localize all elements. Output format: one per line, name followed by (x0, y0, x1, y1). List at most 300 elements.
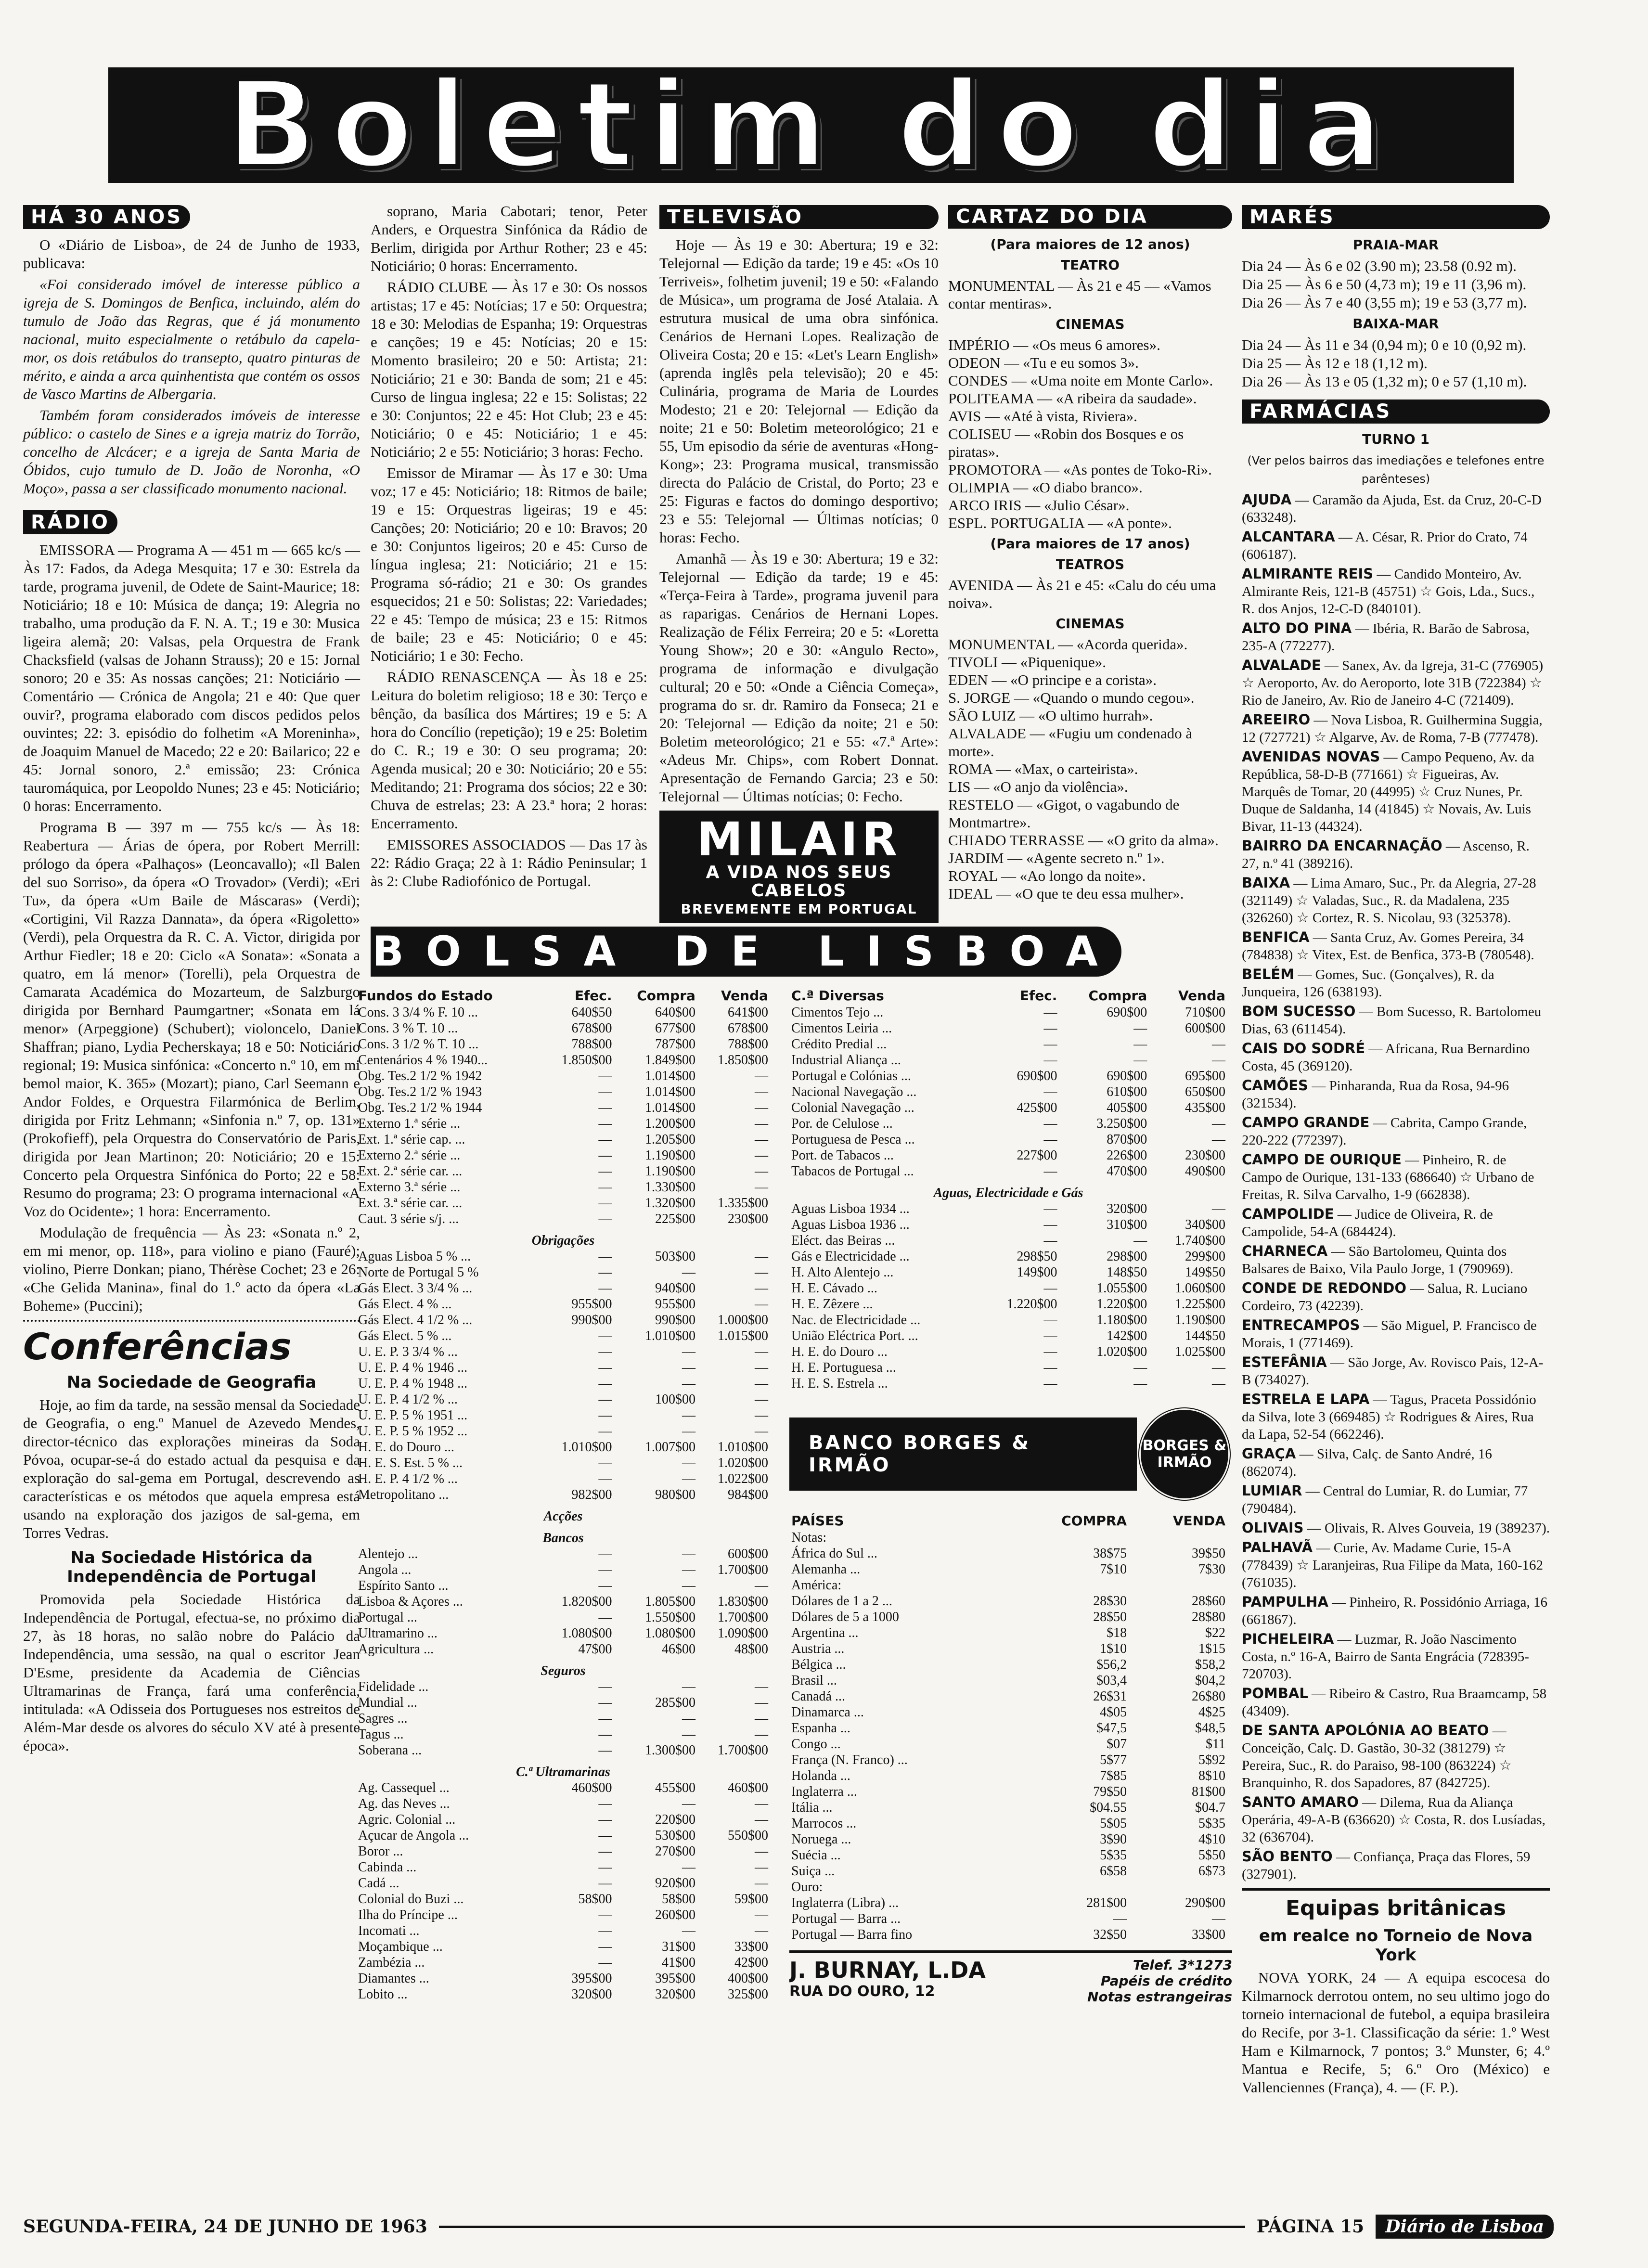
cartaz-teatros: TEATROS (1056, 556, 1125, 572)
table-row (356, 1859, 770, 1875)
table-header-row (789, 987, 1227, 1005)
table-cell: 46$00 (661, 1642, 695, 1657)
table-cell: — (598, 1695, 612, 1710)
table-row (789, 1249, 1227, 1264)
radio-p2: Programa B — 397 m — 755 kc/s — Às 18: Reabertura — Árias de ópera, por Robert Merrill: prólogo da ópera «Palhaços» (Leoncavallo); «Il Balen del suo Sorriso», da ópera «O Trovador» (Verdi); «Eri Tu», da ópera «Um Baile de Máscaras» (Verdi); «Cortigini, Vil Razza Dannata», da ópera «Rigoletto» (Verdi), pela Orquestra da R. C. A. Victor, dirigida por Arthur Fiedler; 18 e 20: Ciclo «A Sonata»: «Sonata a quatro, em lá menor» (Torelli), pela Orquestra de Camarata Académica do Mozarteum, de Salzburgo dirigida por Bernhard Paumgartner; «Sonata em lá menor» (Arpeggione) (Schubert); violoncelo, Daniel Shaffran; piano, Lydia Pecherskaya; 18 e 50: Noticiário regional; 19: Musica sinfónica: «Concerto n.º 10, em mi bemol maior, K. 365» (Mozart); piano, Carl Seemann e Andor Foldes, e Orquestra Filarmónica de Berlim, dirigida por Fritz Lehmann; «Sinfonia n.º 7, op. 131» (Prokofieff), pela Orquestra do Conservatório de Paris, dirigida por Jean Martinon; 20: Noticiário; 20 e 15: Concerto pela Orquestra Sinfónica do Porto; 22 e 58: Resumo do programa; 23: O programa internacional «A Voz do Ocidente»; 1 hora: Encerramento. (23, 819, 360, 1220)
table-cell: — (755, 1876, 768, 1891)
table-cell: — (598, 1164, 612, 1179)
table-row (356, 1471, 770, 1487)
table-cell: Metropolitano ... (358, 1487, 449, 1502)
table-cell: U. E. P. 4 % 1948 ... (358, 1376, 468, 1391)
table-cell: 1.060$00 (1175, 1281, 1225, 1296)
table-cell: $18 (1107, 1625, 1127, 1640)
table-cell (1129, 1577, 1227, 1593)
table-header-row (356, 987, 770, 1005)
bolsa-left (356, 987, 780, 2204)
mares-pm: PRAIA-MAR (1352, 237, 1439, 253)
farmacia-bairro: ESTEFÂNIA (1242, 1354, 1327, 1370)
table-cell: — (598, 1610, 612, 1625)
table-cell: 980$00 (655, 1487, 695, 1502)
table-row (356, 1875, 770, 1891)
table-cell: Industrial Aliança ... (791, 1053, 901, 1068)
table-cell: H. E. Portuguesa ... (791, 1360, 896, 1375)
table-cell: Alemanha ... (791, 1562, 861, 1577)
farmacia-detail: — Africana, Rua Bernardino Costa, 45 (369120). (1242, 1041, 1530, 1074)
table-cell: Portugal ... (358, 1610, 417, 1625)
table-cell: 1.335$00 (718, 1196, 768, 1211)
table-cell: — (1043, 1021, 1057, 1036)
bolsa-right (789, 987, 1232, 2204)
table-cell: — (1212, 1053, 1225, 1068)
farmacia-detail: — Olivais, R. Alves Gouveia, 19 (389237). (1303, 1521, 1550, 1536)
table-cell: Externo 3.ª série ... (358, 1180, 461, 1195)
table-cell: — (755, 1148, 768, 1163)
table-cell: — (755, 1796, 768, 1811)
table-cell: 1.080$00 (561, 1626, 612, 1641)
table-row (356, 1939, 770, 1955)
table-cell: 990$00 (655, 1313, 695, 1327)
table-cell: — (1043, 1005, 1057, 1020)
table-cell: — (682, 1456, 695, 1470)
table-cell: 1.225$00 (1175, 1297, 1225, 1312)
burnay-l1: Papéis de crédito (1100, 1973, 1232, 1989)
table-cell: 230$00 (1185, 1148, 1225, 1163)
radio-p3: Modulação de frequência — Às 23: «Sonata n.º 2, em mi menor, op. 118», para violino e piano (Fauré); violino, Pierre Donkan; piano, Thérèse Cochet; 23 e 26: «Che Gelida Manina», final do 1.º acto da ópera «La Boheme» (Puccini); (23, 1224, 360, 1314)
table-row (356, 1407, 770, 1423)
table-cell: Incomati ... (358, 1923, 420, 1938)
table-cell: — (598, 1328, 612, 1343)
table-cell: 530$00 (655, 1828, 695, 1843)
section-row (789, 1179, 1227, 1201)
masthead-title: Boletim do dia (225, 55, 1397, 195)
table-cell: 677$00 (655, 1021, 695, 1036)
table-row (789, 1036, 1227, 1052)
table-cell: 5$05 (1100, 1816, 1127, 1831)
footer-date: SEGUNDA-FEIRA, 24 DE JUNHO DE 1963 (23, 2216, 427, 2237)
column-header: C.ª Diversas (791, 988, 884, 1004)
table-cell: Notas: (791, 1530, 827, 1545)
table-cell: — (598, 1100, 612, 1115)
table-row (356, 1455, 770, 1471)
table-cell: América: (791, 1578, 842, 1593)
table-row (356, 1116, 770, 1132)
mares-pm-2: Dia 26 — Às 7 e 40 (3,55 m); 19 e 53 (3,77 m). (1242, 294, 1527, 311)
farmacia-bairro: PALHAVÃ (1242, 1539, 1313, 1556)
table-cell: 1.220$00 (1096, 1297, 1147, 1312)
table-cell: H. E. do Douro ... (791, 1344, 888, 1359)
table-cell: H. E. Cávado ... (791, 1281, 877, 1296)
table-cell: Eléct. das Beiras ... (791, 1233, 895, 1248)
table-cell: 26$80 (1192, 1689, 1225, 1704)
table-row (789, 1847, 1227, 1863)
table-cell: 1.090$00 (718, 1626, 768, 1641)
table-cell: 640$00 (655, 1005, 695, 1020)
table-cell: 710$00 (1185, 1005, 1225, 1020)
table-cell: Crédito Predial ... (791, 1037, 887, 1052)
table-cell: — (598, 1812, 612, 1827)
farmacia-detail: — Cabrita, Campo Grande, 220-222 (772397). (1242, 1115, 1527, 1148)
table-cell: 149$50 (1185, 1265, 1225, 1280)
table-row (356, 1312, 770, 1328)
table-cell: — (755, 1164, 768, 1179)
table-cell: — (598, 1069, 612, 1083)
farmacia-bairro: SÃO BENTO (1242, 1848, 1333, 1865)
table-cell: — (682, 1546, 695, 1561)
table-cell: Tabacos de Portugal ... (791, 1164, 914, 1179)
cartaz-c2-0: MONUMENTAL — «Acorda querida». (948, 636, 1188, 653)
farmacia-detail: — Dilema, Rua da Aliança Operária, 49-A-B (636620) ☆ Costa, R. dos Lusíadas, 32 (636704). (1242, 1795, 1545, 1845)
table-row (789, 1927, 1227, 1943)
table-cell: Centenários 4 % 1940... (358, 1053, 488, 1068)
table-cell: Port. de Tabacos ... (791, 1148, 894, 1163)
table-cell: 1.330$00 (644, 1180, 695, 1195)
table-cell: Gás e Electricidade ... (791, 1249, 910, 1264)
table-cell: 8$10 (1198, 1768, 1225, 1783)
column-header: Efec. (1019, 988, 1057, 1004)
farmacia-bairro: ALCANTARA (1242, 528, 1335, 545)
farmacia-bairro: AVENIDAS NOVAS (1242, 748, 1380, 765)
table-cell: Norte de Portugal 5 % (358, 1265, 479, 1280)
table-cell: 5$50 (1198, 1848, 1225, 1863)
table-cell: 325$00 (728, 1987, 768, 2002)
table-cell: U. E. P. 4 1/2 % ... (358, 1392, 458, 1407)
table-cell: — (598, 1180, 612, 1195)
farmacia-bairro: PAMPULHA (1242, 1594, 1328, 1610)
table-cell: 955$00 (571, 1297, 612, 1312)
table-cell: — (755, 1408, 768, 1423)
table-row (789, 1163, 1227, 1179)
table-cell: 5$35 (1100, 1848, 1127, 1863)
table-cell: — (598, 1148, 612, 1163)
table-cell: 982$00 (571, 1487, 612, 1502)
burnay-left (789, 1957, 986, 2005)
table-cell: — (682, 1923, 695, 1938)
list-item (1242, 1445, 1550, 1480)
cartaz-c2-9: CHIADO TERRASSE — «O grito da alma». (948, 832, 1219, 849)
table-cell: 4$05 (1100, 1705, 1127, 1720)
table-row (789, 1895, 1227, 1911)
table-cell: — (1043, 1233, 1057, 1248)
table-row (789, 1831, 1227, 1847)
table-cell: — (755, 1069, 768, 1083)
farmacia-bairro: CAIS DO SODRÉ (1242, 1040, 1365, 1057)
table-cell: 1.055$00 (1096, 1281, 1147, 1296)
table-cell: 490$00 (1185, 1164, 1225, 1179)
cartaz-c1-8: ARCO IRIS — «Julio César». (948, 497, 1130, 514)
table-cell: — (1043, 1037, 1057, 1052)
table-cell: 39$50 (1192, 1546, 1225, 1561)
cambios-table (789, 1512, 1227, 1943)
table-cell: 1.020$00 (1096, 1344, 1147, 1359)
table-row (356, 1005, 770, 1020)
table-cell: 600$00 (1185, 1021, 1225, 1036)
table-cell: Lisboa & Açores ... (358, 1594, 463, 1609)
table-row (356, 1360, 770, 1376)
table-cell: — (598, 1844, 612, 1859)
farmacia-bairro: AREEIRO (1242, 711, 1311, 728)
table-cell: Portugal — Barra fino (791, 1927, 913, 1942)
table-cell: Diamantes ... (358, 1971, 429, 1986)
table-row (356, 1163, 770, 1179)
table-cell: 1.850$00 (561, 1053, 612, 1068)
table-row (789, 1704, 1227, 1720)
table-cell: 870$00 (1107, 1132, 1147, 1147)
mares-header: MARÉS (1242, 205, 1550, 229)
banco-ad (789, 1406, 1232, 1502)
farmacia-detail: — Nova Lisboa, R. Guilhermina Suggia, 12 (727721) ☆ Algarve, Av. de Roma, 7-B (777478). (1242, 712, 1543, 745)
table-row (356, 1986, 770, 2002)
table-row (356, 1742, 770, 1758)
table-cell: — (682, 1796, 695, 1811)
table-cell: 1.007$00 (644, 1440, 695, 1455)
table-row (789, 1084, 1227, 1100)
table-cell: 690$00 (1107, 1005, 1147, 1020)
list-item (1242, 1630, 1550, 1683)
list-item (1242, 1077, 1550, 1112)
table-cell: Inglaterra ... (791, 1784, 857, 1799)
table-cell: África do Sul ... (791, 1546, 877, 1561)
table-row (356, 1546, 770, 1562)
list-item (1242, 1114, 1550, 1149)
table-cell: — (1212, 1037, 1225, 1052)
cartaz-c2-3: S. JORGE — «Quando o mundo cegou». (948, 689, 1195, 706)
table-cell: — (682, 1265, 695, 1280)
table-cell: $04.7 (1195, 1800, 1225, 1815)
table-cell: 1.190$00 (644, 1164, 695, 1179)
section-title: C.ª Ultramarinas (516, 1765, 610, 1779)
table-row (356, 1711, 770, 1727)
table-cell: 4$10 (1198, 1832, 1225, 1847)
table-cell: — (682, 1376, 695, 1391)
masthead (108, 55, 1514, 195)
farmacia-detail: — Ribeiro & Castro, Rua Braamcamp, 58 (43409). (1242, 1686, 1547, 1719)
farmacia-detail: — Sanex, Av. da Igreja, 31-C (776905) ☆ Aeroporto, Av. do Aeroporto, lote 31B (722384) ☆ Rio de Janeiro, Av. Rio de Janeiro 4-C (721409). (1242, 658, 1544, 708)
table-cell: 690$00 (1107, 1069, 1147, 1083)
table-cell: — (1043, 1053, 1057, 1068)
farmacia-detail: — São Miguel, P. Francisco de Morais, 1 (771469). (1242, 1318, 1537, 1351)
table-cell: Aguas Lisboa 1934 ... (791, 1201, 910, 1216)
table-cell: — (1212, 1360, 1225, 1375)
table-cell: Ag. das Neves ... (358, 1796, 450, 1811)
table-cell: Aguas Lisboa 5 % ... (358, 1249, 471, 1264)
farmacia-bairro: PICHELEIRA (1242, 1631, 1334, 1647)
table-cell: Ag. Cassequel ... (358, 1780, 450, 1795)
table-cell: Gás Elect. 4 1/2 % ... (358, 1313, 473, 1327)
table-cell: 788$00 (571, 1037, 612, 1052)
table-cell: Agricultura ... (358, 1642, 434, 1657)
footer-rule (439, 2226, 1245, 2228)
table-row (356, 1084, 770, 1100)
equipas-title: Equipas britânicas (1285, 1896, 1506, 1920)
table-cell: — (755, 1578, 768, 1593)
table-cell: 405$00 (1107, 1100, 1147, 1115)
table-cell: 270$00 (655, 1844, 695, 1859)
table-cell: — (598, 1424, 612, 1439)
table-cell: 550$00 (728, 1828, 768, 1843)
table-cell: $11 (1206, 1737, 1225, 1752)
section-title: Obrigações (531, 1233, 595, 1248)
table-cell: — (1043, 1360, 1057, 1375)
table-cell: — (755, 1180, 768, 1195)
table-cell: U. E. P. 3 3/4 % ... (358, 1344, 458, 1359)
table-row (356, 1578, 770, 1594)
table-cell: Cons. 3 1/2 % T. 10 ... (358, 1037, 479, 1052)
table-cell: — (598, 1796, 612, 1811)
table-cell: 28$50 (1093, 1610, 1127, 1624)
table-cell: 225$00 (655, 1211, 695, 1226)
table-cell: 1.190$00 (644, 1148, 695, 1163)
table-row (789, 1264, 1227, 1280)
table-cell: H. E. S. Estrela ... (791, 1376, 888, 1391)
table-cell: — (682, 1471, 695, 1486)
farmacia-detail: — A. César, R. Prior do Crato, 74 (606187). (1242, 529, 1528, 562)
table-cell: 33$00 (1192, 1927, 1225, 1942)
equipas-text: NOVA YORK, 24 — A equipa escocesa do Kilmarnock derrotou ontem, no seu ultimo jogo do torneio internacional de futebol, a equipa brasileira do Recife, por 3-1. Classificação da série: 1.º West Ham e Kilmarnock, 7 pontos; 3.º Munster, 6; 4.º Mantua e Recife, 5; 6.º Oro (México) e Vallenciennes (França), 4. — (F. P.). (1242, 1969, 1550, 2096)
table-cell: — (682, 1344, 695, 1359)
table-cell: Congo ... (791, 1737, 841, 1752)
table-cell: U. E. P. 5 % 1952 ... (358, 1424, 468, 1439)
table-row (789, 1911, 1227, 1927)
table-cell: Espanha ... (791, 1721, 850, 1736)
table-cell: — (598, 1679, 612, 1694)
table-row (789, 1280, 1227, 1296)
table-cell: — (755, 1249, 768, 1264)
cartaz-t2: AVENIDA — Às 21 e 45: «Calu do céu uma noiva». (948, 577, 1216, 611)
footer (23, 2213, 1554, 2240)
table-cell: Brasil ... (791, 1673, 837, 1688)
column-header: PAÍSES (791, 1513, 844, 1529)
table-cell: — (755, 1923, 768, 1938)
table-cell: — (598, 1265, 612, 1280)
farmacia-bairro: CAMPOLIDE (1242, 1206, 1334, 1222)
table-row (356, 1891, 770, 1907)
cartaz-header: CARTAZ DO DIA (948, 205, 1232, 229)
list-item (1242, 1793, 1550, 1846)
table-cell: — (682, 1711, 695, 1726)
table-cell: 650$00 (1185, 1084, 1225, 1099)
table-cell: Lobito ... (358, 1987, 408, 2002)
table-cell: Portugal — Barra ... (791, 1911, 901, 1926)
table-cell: — (598, 1876, 612, 1891)
table-cell: 1.220$00 (1006, 1297, 1057, 1312)
table-row (356, 1971, 770, 1986)
column-header: Efec. (575, 988, 612, 1004)
table-cell: 1.320$00 (644, 1196, 695, 1211)
table-row (789, 1752, 1227, 1768)
table-cell: — (1043, 1116, 1057, 1131)
table-row (356, 1195, 770, 1211)
table-cell: 1.080$00 (644, 1626, 695, 1641)
table-cell: Ext. 3.ª série car. ... (358, 1196, 463, 1211)
table-cell: 3$90 (1100, 1832, 1127, 1847)
table-cell: Obg. Tes.2 1/2 % 1944 (358, 1100, 482, 1115)
table-cell: 1.014$00 (644, 1100, 695, 1115)
table-cell: — (755, 1265, 768, 1280)
table-cell: 260$00 (655, 1907, 695, 1922)
cartaz-cinemas: CINEMAS (1056, 316, 1125, 332)
conferencias-title: Conferências (23, 1325, 292, 1368)
table-row (356, 1625, 770, 1641)
table-row (356, 1211, 770, 1227)
table-cell: H. E. Zêzere ... (791, 1297, 873, 1312)
table-cell: Nac. de Electricidade ... (791, 1313, 921, 1327)
table-cell: H. E. do Douro ... (358, 1440, 454, 1455)
table-cell: — (1212, 1376, 1225, 1391)
table-row (356, 1812, 770, 1828)
table-cell: Gás Elect. 4 % ... (358, 1297, 452, 1312)
table-row (356, 1020, 770, 1036)
table-cell: Sagres ... (358, 1711, 408, 1726)
table-cell: Boror ... (358, 1844, 403, 1859)
table-row (789, 1328, 1227, 1344)
table-cell: 678$00 (571, 1021, 612, 1036)
farmacia-bairro: ALMIRANTE REIS (1242, 566, 1374, 582)
table-cell: Gás Elect. 3 3/4 % ... (358, 1281, 473, 1296)
table-cell: 285$00 (655, 1695, 695, 1710)
table-cell: Noruega ... (791, 1832, 851, 1847)
table-cell: 1$10 (1100, 1641, 1127, 1656)
list-item (1242, 1391, 1550, 1443)
table-cell: 984$00 (728, 1487, 768, 1502)
table-cell: 320$00 (571, 1987, 612, 2002)
list-item (1242, 748, 1550, 835)
cartaz-c1-3: POLITEAMA — «A ribeira da saudade». (948, 390, 1197, 407)
farmacia-detail: — Pinharanda, Rua da Rosa, 94-96 (321534). (1242, 1078, 1509, 1111)
cartaz-cinemas-2: CINEMAS (1056, 616, 1125, 631)
farmacia-bairro: CAMÕES (1242, 1077, 1308, 1094)
table-cell: — (1133, 1053, 1147, 1068)
table-cell: 678$00 (728, 1021, 768, 1036)
table-cell: — (682, 1424, 695, 1439)
table-cell: — (755, 1132, 768, 1147)
farmacia-detail: — Central do Lumiar, R. do Lumiar, 77 (790484). (1242, 1483, 1528, 1516)
table-cell: $56,2 (1096, 1657, 1127, 1672)
conf-s1-title: Na Sociedade de Geografia (66, 1373, 317, 1392)
list-item (1242, 1316, 1550, 1352)
table-row (356, 1439, 770, 1455)
farmacia-bairro: DE SANTA APOLÓNIA AO BEATO (1242, 1722, 1489, 1739)
table-cell: 955$00 (655, 1297, 695, 1312)
table-cell: — (1133, 1233, 1147, 1248)
table-row (789, 1768, 1227, 1784)
table-cell: 26$31 (1093, 1689, 1127, 1704)
table-cell: — (598, 1116, 612, 1131)
table-cell: 42$00 (734, 1955, 768, 1970)
table-row (789, 1201, 1227, 1217)
table-cell: Austria ... (791, 1641, 845, 1656)
cartaz-teatro: TEATRO (1060, 257, 1120, 273)
table-cell: — (598, 1392, 612, 1407)
table-row (356, 1280, 770, 1296)
cartaz-c2-2: EDEN — «O principe e a corista». (948, 671, 1157, 688)
section-title: Aguas, Electricidade e Gás (933, 1186, 1083, 1200)
column-header: Compra (637, 988, 695, 1004)
table-cell: 48$00 (734, 1642, 768, 1657)
ha30-p2: Também foram considerados imóveis de interesse público: o castelo de Sines e a igreja matriz do Torrão, concelho de Alcácer; e a igreja de Santa Maria de Óbidos, cujo tumulo de D. João de Noronha, «O Moço», passa a ser classificado monumento nacional. (23, 407, 360, 497)
ha30-intro: O «Diário de Lisboa», de 24 de Junho de 1933, publicava: (23, 236, 360, 271)
table-cell: Gás Elect. 5 % ... (358, 1328, 452, 1343)
section-row (356, 1503, 770, 1524)
table-cell: — (1043, 1164, 1057, 1179)
table-cell: — (598, 1408, 612, 1423)
table-cell: H. E. P. 4 1/2 % ... (358, 1471, 458, 1486)
farmacia-detail: — Caramão da Ajuda, Est. da Cruz, 20-C-D (633248). (1242, 492, 1542, 525)
list-item (1242, 966, 1550, 1001)
table-cell: — (755, 1812, 768, 1827)
table-cell: 435$00 (1185, 1100, 1225, 1115)
farmacia-bairro: CHARNECA (1242, 1243, 1328, 1259)
table-row (789, 1736, 1227, 1752)
